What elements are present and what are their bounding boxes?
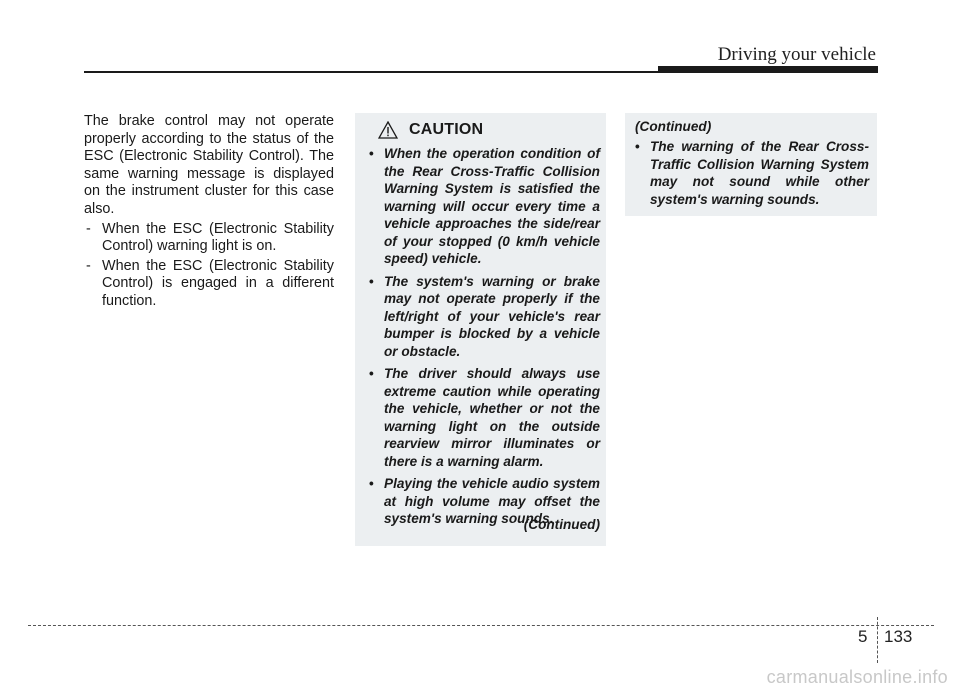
footer-divider bbox=[877, 617, 878, 663]
continuation-list-item bbox=[635, 138, 869, 208]
caution-list-item bbox=[369, 365, 600, 470]
continuation-box bbox=[625, 113, 877, 216]
warning-triangle-icon bbox=[378, 121, 398, 139]
page-number: 133 bbox=[884, 627, 913, 646]
header-rule bbox=[84, 71, 664, 73]
continuation-title: (Continued) bbox=[635, 119, 712, 134]
bullet-marker: • bbox=[369, 273, 374, 289]
caution-list-item bbox=[369, 273, 600, 361]
caution-box bbox=[355, 113, 606, 546]
continuation-list bbox=[635, 138, 869, 213]
bullet-marker: • bbox=[369, 146, 374, 161]
continuation-item-text: The warning of the Rear Cross-Traffic Collision Warning System may not sound while other system's warning sounds. bbox=[650, 139, 869, 207]
caution-header bbox=[378, 121, 483, 139]
caution-item-text: The driver should always use extreme caution while operating the vehicle, whether or not the warning light on the outside rearview mirror illuminates or there is a warning alarm. bbox=[384, 366, 600, 469]
dash-item-text: When the ESC (Electronic Stability Control) warning light is on. bbox=[102, 220, 334, 255]
continued-label: (Continued) bbox=[523, 517, 600, 532]
dash-list-item bbox=[84, 221, 334, 256]
page-header-title: Driving your vehicle bbox=[717, 44, 876, 65]
dash-marker: - bbox=[86, 220, 91, 237]
bullet-marker: • bbox=[369, 476, 374, 491]
watermark: carmanualsonline.info bbox=[766, 667, 948, 687]
bullet-marker: • bbox=[635, 139, 640, 154]
dash-marker: - bbox=[86, 257, 91, 274]
footer-rule bbox=[28, 625, 934, 626]
caution-item-text: The system's warning or brake may not operate properly if the left/right of your vehicle's rear bumper is blocked by a vehicle or obstacle. bbox=[384, 273, 600, 359]
bullet-marker: • bbox=[369, 366, 374, 381]
caution-list-item bbox=[369, 145, 600, 268]
left-column bbox=[84, 113, 334, 311]
dash-item-text: When the ESC (Electronic Stability Control) is engaged in a different function. bbox=[102, 257, 334, 309]
caution-list bbox=[369, 145, 600, 533]
caution-title: CAUTION bbox=[409, 121, 484, 138]
chapter-number: 5 bbox=[858, 627, 868, 646]
caution-item-text: Playing the vehicle audio system at high volume may offset the system's warning sounds. bbox=[384, 476, 600, 526]
caution-item-text: When the operation condition of the Rear Cross-Traffic Collision Warning System is satisfied the warning will occur every time a vehicle approaches the side/rear of your stopped (0 km/h vehicle speed) vehicle. bbox=[384, 146, 600, 266]
dash-list-item bbox=[84, 258, 334, 311]
header-rule-accent bbox=[658, 66, 878, 73]
intro-paragraph: The brake control may not operate properly according to the status of the ESC (Electronic Stability Control). The same warning message is displayed on the instrument cluster for this case also. bbox=[84, 113, 334, 217]
